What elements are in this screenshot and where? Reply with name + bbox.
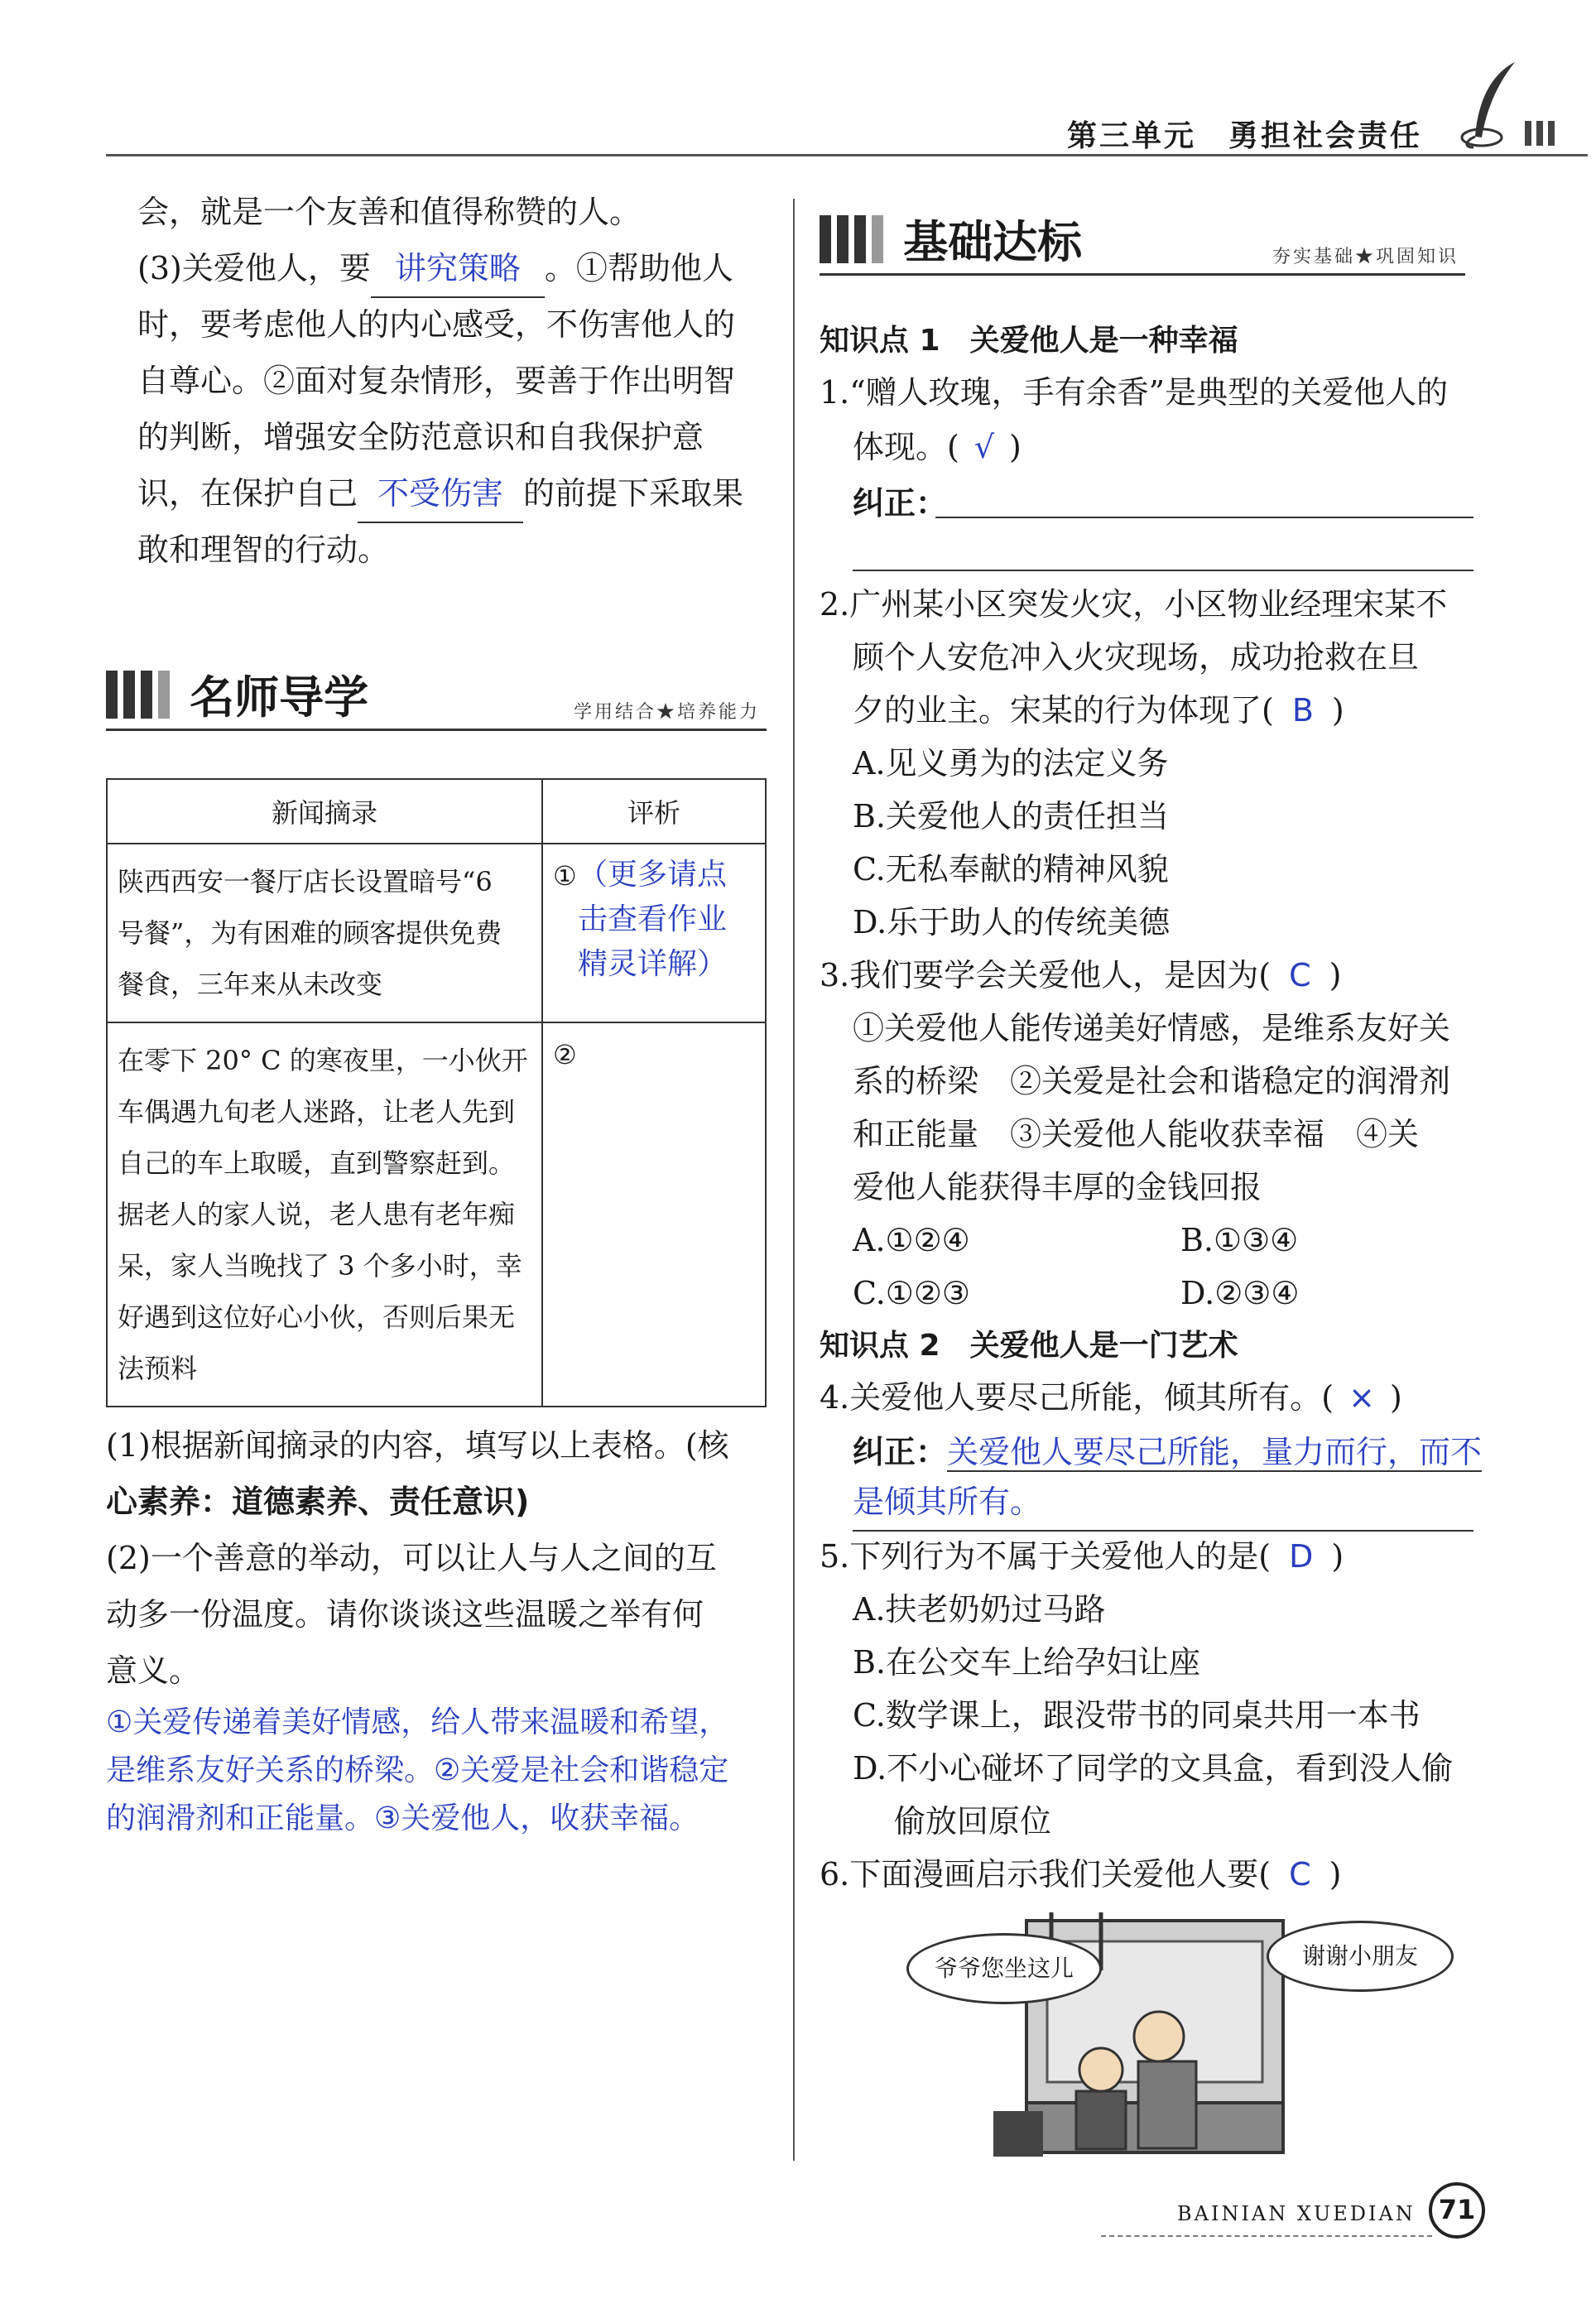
handwritten-answer: ①关爱传递着美好情感，给人带来温暖和希望， 是维系友好关系的桥梁。②关爱是社会和谐稳定 的润滑剂和正能量。③关爱他人，收获幸福。: [106, 1705, 729, 1835]
question-line: 意义。: [106, 1652, 201, 1689]
correction-line: [935, 517, 1473, 518]
question-line: 系的桥梁 ②关爱是社会和谐稳定的润滑剂: [853, 1063, 1451, 1099]
table-header-row: [107, 779, 766, 844]
question-line: 顾个人安危冲入火灾现场，成功抢救在旦: [853, 639, 1420, 676]
question-line: 心素养：道德素养、责任意识): [106, 1484, 530, 1520]
section-heading-teacher-guide: [106, 662, 767, 731]
option: 偷放回原位: [894, 1803, 1052, 1840]
question-line: 2.广州某小区突发火灾，小区物业经理宋某不: [820, 586, 1448, 623]
option: D.不小心碰坏了同学的文具盒，看到没人偷: [853, 1750, 1454, 1787]
question-line: 体现。( √ ): [853, 429, 1022, 465]
speech-bubble-grandpa: 谢谢小朋友: [1267, 1921, 1454, 1992]
answer-blank: 讲究策略: [371, 240, 545, 298]
table-row: [107, 844, 766, 1022]
paragraph-line: 时，要考虑他人的内心感受，不伤害他人的: [137, 306, 736, 343]
question-line: 3.我们要学会关爱他人，是因为( C ): [820, 957, 1342, 993]
question-line: (1)根据新闻摘录的内容，填写以上表格。(核: [106, 1427, 729, 1464]
correction-label: 纠正：: [853, 485, 948, 522]
option: A.扶老奶奶过马路: [853, 1591, 1106, 1628]
question-line: 动多一份温度。请你谈谈这些温暖之举有何: [106, 1596, 704, 1633]
option: B.关爱他人的责任担当: [853, 798, 1170, 834]
header-bars-decoration: [1520, 121, 1555, 149]
paragraph-line: 自尊心。②面对复杂情形，要善于作出明智: [137, 363, 736, 399]
answer-choice: C: [1289, 957, 1311, 993]
question-line: 1.“赠人玫瑰，手有余香”是典型的关爱他人的: [820, 374, 1449, 411]
news-cell: 在零下 20° C 的寒夜里，一小伙开 车偶遇九旬老人迷路，让老人先到 自己的车上取暖，直到警察赶到。 据老人的家人说，老人患有老年痴 呆，家人当晚找了 3 个多小时，幸 好遇到这位好心小伙，否则后果无 法预料: [107, 1022, 542, 1407]
correction-line: 纠正：关爱他人要尽己所能，量力而行，而不: [853, 1434, 1483, 1470]
page-header: [106, 106, 1588, 156]
eval-cell: [542, 1022, 766, 1407]
answer-choice: C: [1289, 1856, 1311, 1893]
paragraph-line: 识，在保护自己 不受伤害 的前提下采取果: [137, 465, 743, 523]
speech-bubble-child: 爷爷您坐这儿: [906, 1933, 1102, 2004]
quill-pen-icon: [1457, 58, 1523, 152]
eval-number: ②: [553, 1039, 577, 1070]
eval-number: ①: [553, 860, 577, 892]
option: C.无私奉献的精神风貌: [853, 851, 1169, 887]
question-line: 和正能量 ③关爱他人能收获幸福 ④关: [853, 1116, 1420, 1152]
paragraph-line: (3)关爱他人，要 讲究策略 。①帮助他人: [137, 240, 733, 298]
question-line: ①关爱他人能传递美好情感，是维系友好关: [853, 1010, 1451, 1046]
page-number: 71: [1429, 2182, 1485, 2239]
option: D.乐于助人的传统美德: [853, 904, 1171, 940]
column-divider: [793, 199, 795, 2161]
section-subtitle: 学用结合★培养能力: [573, 702, 760, 723]
section-heading-basic: [820, 207, 1465, 276]
paragraph-line: 会，就是一个友善和值得称赞的人。: [137, 194, 642, 230]
table-header: 新闻摘录: [107, 779, 542, 844]
answer-choice: D: [1289, 1538, 1314, 1575]
footer-divider: [1101, 2235, 1432, 2237]
option: B.在公交车上给孕妇让座: [853, 1644, 1201, 1681]
unit-title: 第三单元 勇担社会责任: [1066, 119, 1422, 153]
section-subtitle: 夯实基础★巩固知识: [1272, 247, 1459, 267]
option: C.①②③: [853, 1275, 970, 1311]
question-line: 5.下列行为不属于关爱他人的是( D ): [820, 1538, 1344, 1575]
eval-cell: [542, 844, 766, 1022]
option: C.数学课上，跟没带书的同桌共用一本书: [853, 1697, 1421, 1734]
table-header: 评析: [542, 779, 766, 844]
answer-mark: ×: [1348, 1379, 1375, 1416]
question-line: (2)一个善意的举动，可以让人与人之间的互: [106, 1540, 717, 1576]
answer-choice: B: [1291, 692, 1314, 729]
option: A.①②④: [853, 1222, 970, 1258]
handwritten-correction: 是倾其所有。: [853, 1474, 1473, 1532]
question-line: 4.关爱他人要尽己所能，倾其所有。( × ): [820, 1379, 1402, 1416]
question-line: 爱他人能获得丰厚的金钱回报: [853, 1169, 1262, 1205]
question-line: 夕的业主。宋某的行为体现了( B ): [853, 692, 1344, 729]
answer-blank: 不受伤害: [358, 465, 523, 523]
option: B.①③④: [1180, 1222, 1299, 1258]
table-row: [107, 1022, 766, 1407]
paragraph-line: 的判断，增强安全防范意识和自我保护意: [137, 419, 704, 455]
paragraph-line: 敢和理智的行动。: [137, 531, 390, 568]
cartoon-illustration: [902, 1904, 1465, 2161]
correction-line: [853, 570, 1473, 571]
option: A.见义勇为的法定义务: [853, 745, 1169, 782]
eval-answer: （更多请点 击查看作业 精灵详解）: [578, 858, 728, 981]
footer-brand: BAINIAN XUEDIAN: [1177, 2202, 1416, 2225]
knowledge-point-heading: 知识点 1 关爱他人是一种幸福: [820, 324, 1238, 358]
question-line: 6.下面漫画启示我们关爱他人要( C ): [820, 1856, 1342, 1893]
news-table: [106, 778, 767, 1407]
news-cell: 陕西西安一餐厅店长设置暗号“6 号餐”，为有困难的顾客提供免费 餐食，三年来从未改变: [107, 844, 542, 1022]
section-title: 基础达标: [903, 216, 1083, 268]
section-title: 名师导学: [190, 671, 369, 724]
option: D.②③④: [1180, 1275, 1300, 1311]
answer-mark: √: [973, 429, 995, 465]
knowledge-point-heading: 知识点 2 关爱他人是一门艺术: [820, 1329, 1238, 1363]
handwritten-correction: 关爱他人要尽己所能，量力而行，而不: [947, 1434, 1483, 1470]
